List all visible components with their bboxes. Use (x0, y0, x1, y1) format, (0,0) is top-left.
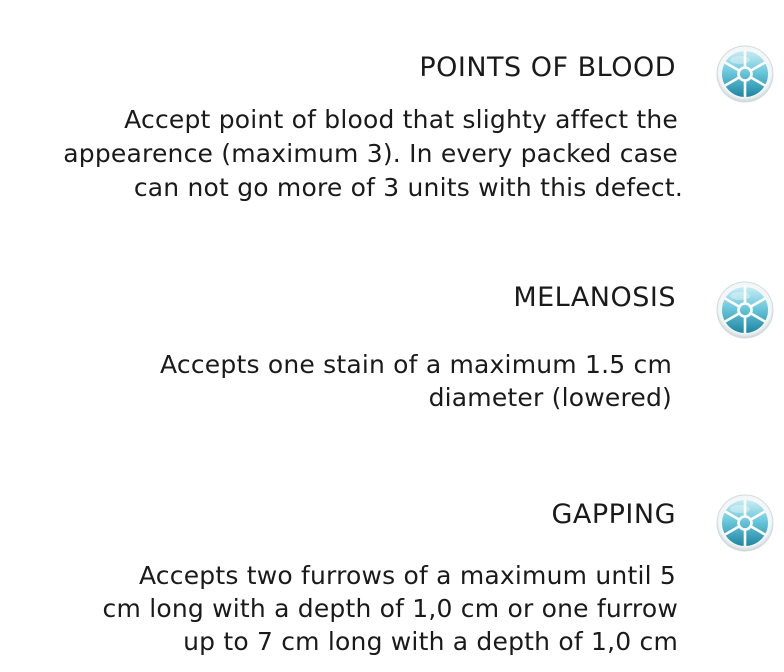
description-line: diameter (lowered) (428, 383, 672, 412)
description-line: Accept point of blood that slighty affect the (124, 105, 678, 134)
description-line: can not go more of 3 units with this defect. (133, 173, 683, 202)
section-title: POINTS OF BLOOD (419, 52, 676, 83)
description-line: up to 7 cm long with a depth of 1,0 cm (183, 627, 678, 656)
wheel-icon (716, 494, 774, 552)
section-description (103, 559, 678, 658)
description-line: appearence (maximum 3). In every packed case (63, 139, 678, 168)
description-line: cm long with a depth of 1,0 cm or one furrow (102, 594, 678, 623)
section-title: MELANOSIS (513, 282, 676, 313)
description-line: Accepts two furrows of a maximum until 5 (138, 561, 676, 590)
description-line: Accepts one stain of a maximum 1.5 cm (160, 350, 672, 379)
section-title: GAPPING (551, 499, 676, 530)
